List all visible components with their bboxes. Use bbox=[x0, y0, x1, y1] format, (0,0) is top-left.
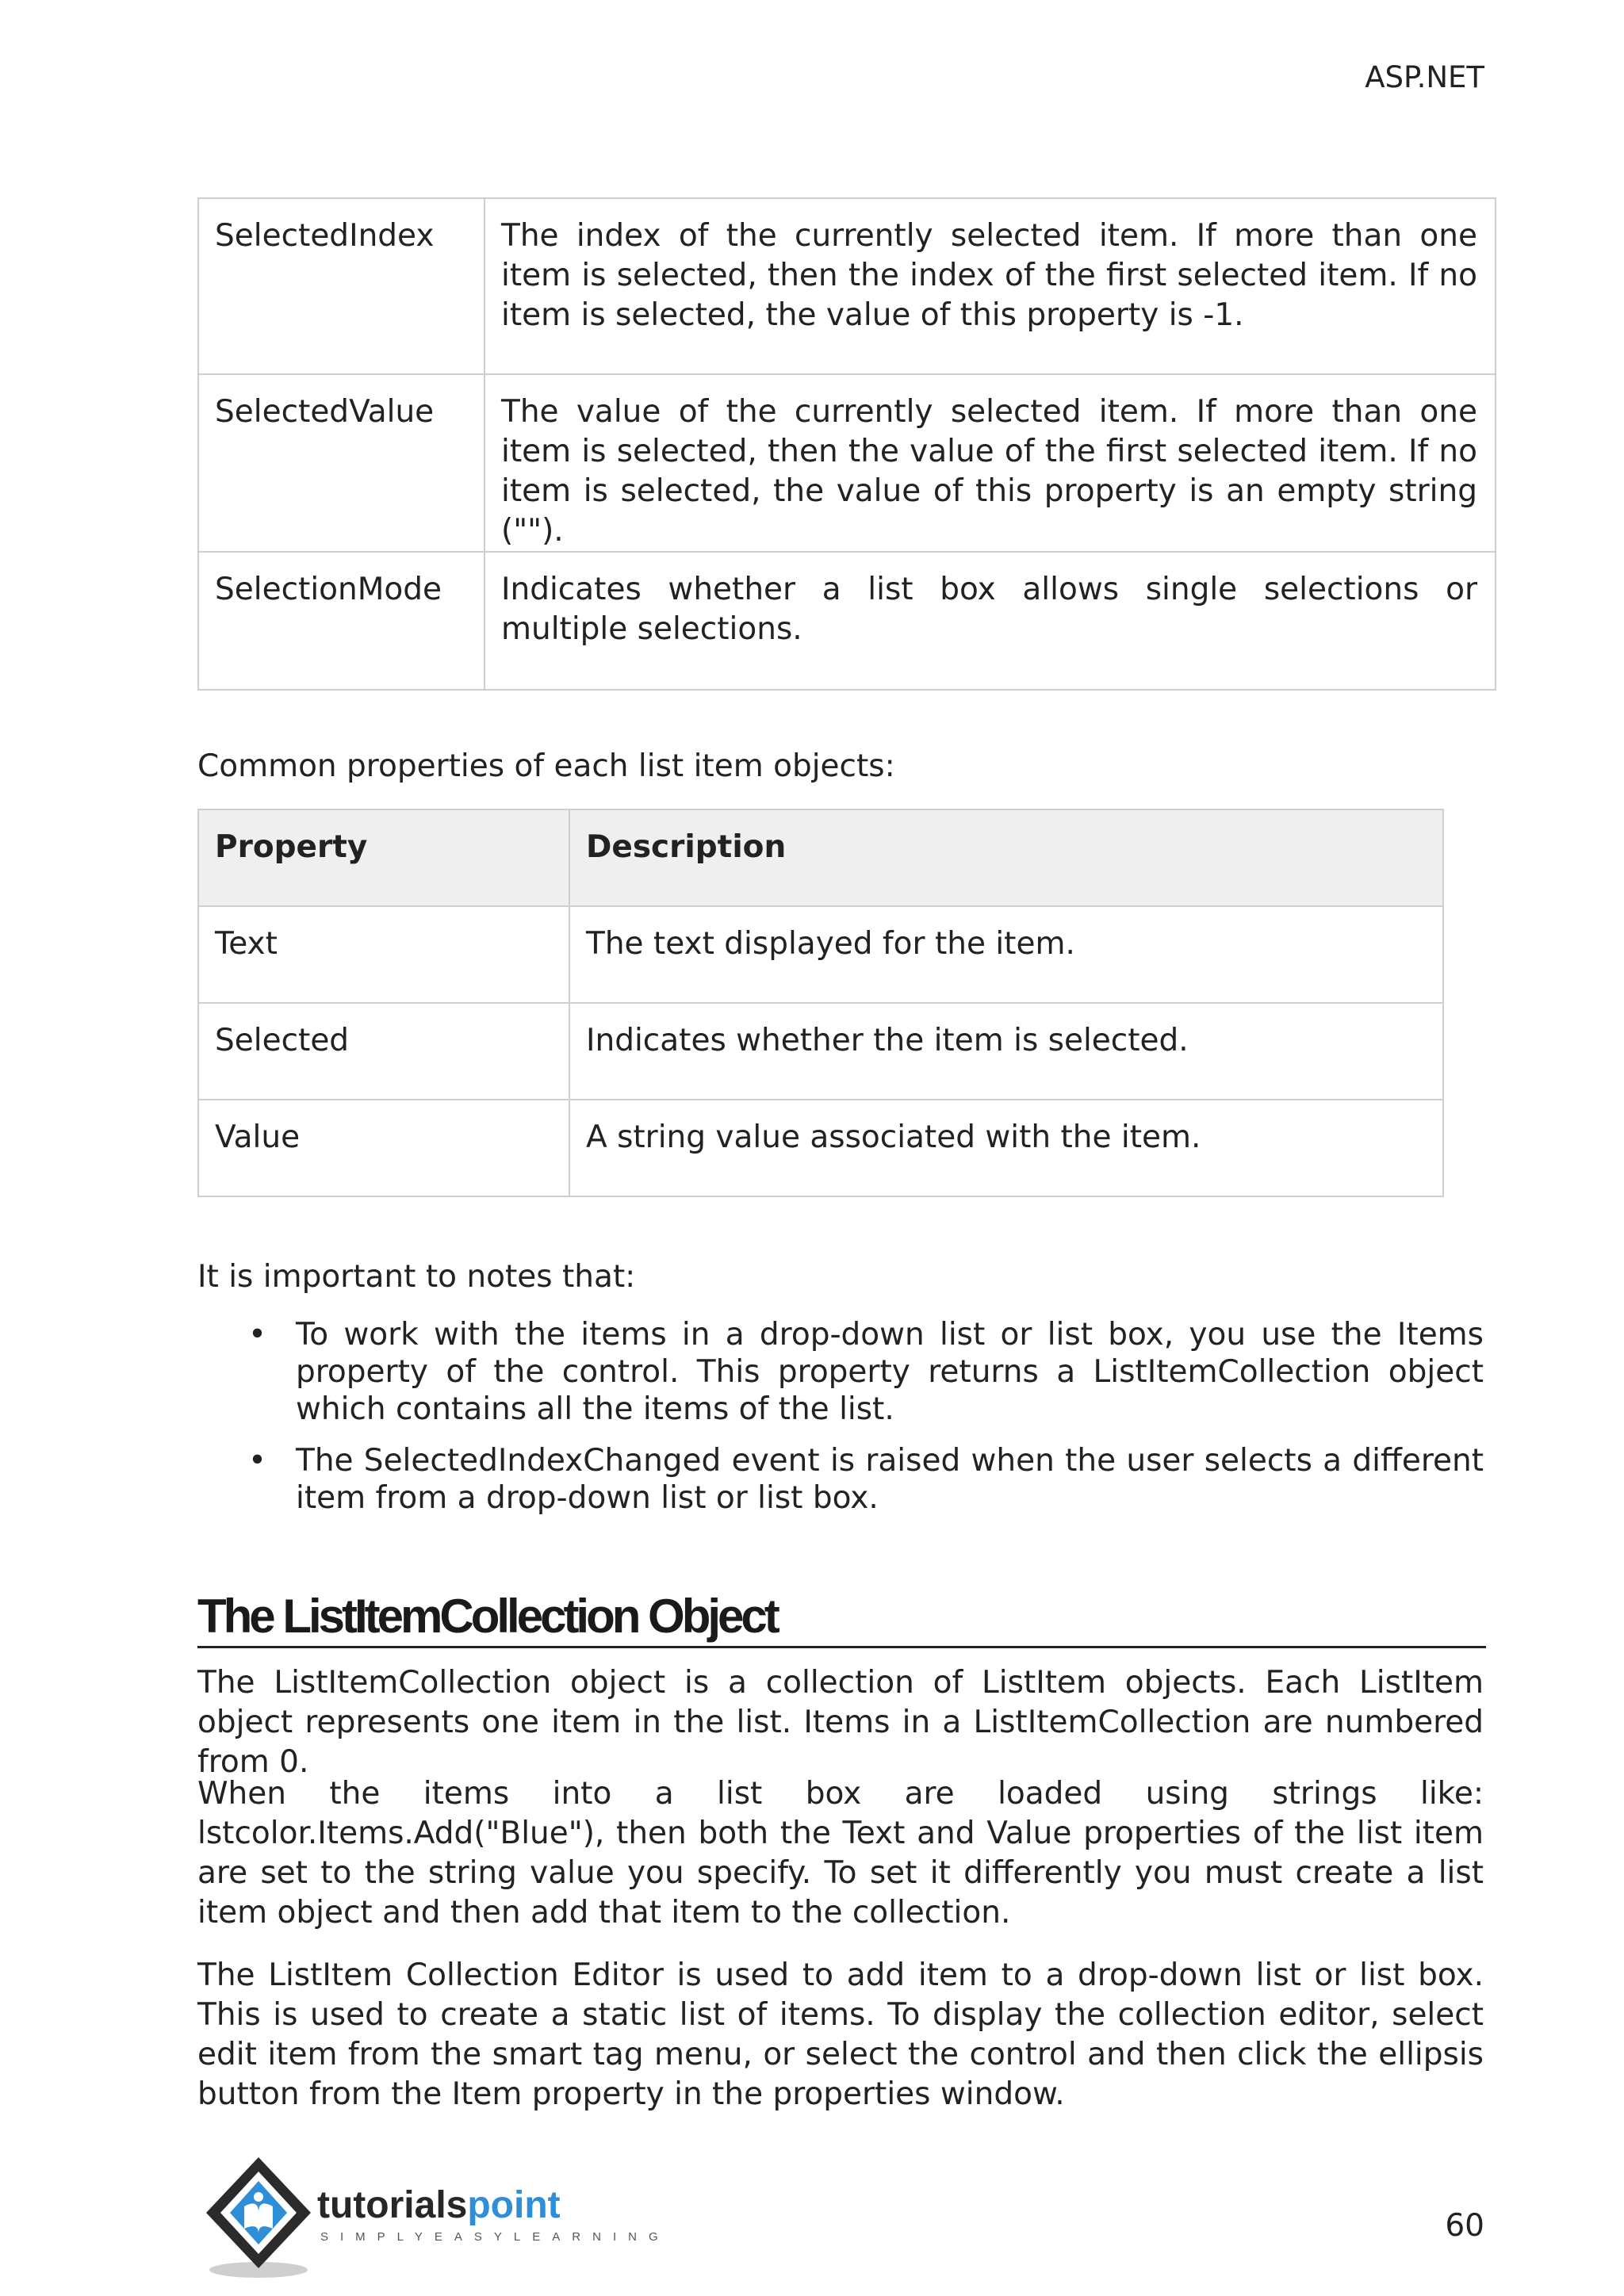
property-description: The text displayed for the item. bbox=[569, 906, 1443, 1003]
table-row bbox=[198, 1003, 1443, 1100]
logo-mark-icon bbox=[200, 2151, 319, 2286]
property-description: A string value associated with the item. bbox=[569, 1100, 1443, 1196]
property-name: SelectionMode bbox=[198, 552, 485, 690]
body-paragraph: When the items into a list box are loaded using strings like: lstcolor.Items.Add("Blue"), then both the Text and Value properties of the list item are set to the string value you specify. To set it differently you must create a list item object and then add that item to the collection. bbox=[197, 1776, 1484, 1931]
property-name: SelectedValue bbox=[198, 374, 485, 552]
bullet-icon: • bbox=[248, 1317, 267, 1353]
column-header-property: Property bbox=[198, 809, 569, 906]
property-name: SelectedIndex bbox=[198, 198, 485, 374]
table-header-row bbox=[198, 809, 1443, 906]
bullet-icon: • bbox=[248, 1443, 267, 1479]
list-item-properties-table bbox=[197, 809, 1444, 1197]
table2-intro: Common properties of each list item objects: bbox=[197, 748, 895, 784]
property-description: Indicates whether the item is selected. bbox=[569, 1003, 1443, 1100]
list-item bbox=[197, 1442, 1484, 1517]
table-row bbox=[198, 198, 1496, 374]
body-paragraph: The ListItem Collection Editor is used to add item to a drop-down list or list box. This is used to create a static list of items. To display the collection editor, select edit item from the smart tag menu, or select the control and then click the ellipsis button from the Item property in the properties window. bbox=[197, 1957, 1484, 2112]
page-number: 60 bbox=[1445, 2208, 1484, 2244]
list-item-text: To work with the items in a drop-down list or list box, you use the Items property of the control. This property returns a ListItemCollection object which contains all the items of the list. bbox=[296, 1317, 1484, 1427]
section-heading: The ListItemCollection Object bbox=[197, 1589, 1486, 1648]
logo-tagline: SIMPLYEASYLEARNING bbox=[320, 2230, 670, 2244]
table-row bbox=[198, 1100, 1443, 1196]
table-row bbox=[198, 374, 1496, 552]
notes-intro: It is important to notes that: bbox=[197, 1259, 636, 1295]
property-description: The value of the currently selected item. If more than one item is selected, then the value of the first selected item. If no item is selected, the value of this property is an empty string (""). bbox=[485, 374, 1496, 552]
table-row bbox=[198, 906, 1443, 1003]
column-header-description: Description bbox=[569, 809, 1443, 906]
table-row bbox=[198, 552, 1496, 690]
notes-list bbox=[197, 1316, 1484, 1531]
property-description: The index of the currently selected item. If more than one item is selected, then the index of the first selected item. If no item is selected, the value of this property is -1. bbox=[485, 198, 1496, 374]
properties-table bbox=[197, 197, 1496, 691]
tutorialspoint-logo bbox=[200, 2151, 670, 2286]
running-header: ASP.NET bbox=[1365, 60, 1484, 94]
property-name: Text bbox=[198, 906, 569, 1003]
list-item bbox=[197, 1316, 1484, 1428]
property-name: Selected bbox=[198, 1003, 569, 1100]
list-item-text: The SelectedIndexChanged event is raised when the user selects a different item from a drop-down list or list box. bbox=[296, 1443, 1484, 1516]
logo-wordmark: tutorialspoint bbox=[317, 2184, 561, 2226]
body-paragraph: The ListItemCollection object is a collection of ListItem objects. Each ListItem object represents one item in the list. Items in a ListItemCollection are numbered from 0. bbox=[197, 1665, 1484, 1780]
property-name: Value bbox=[198, 1100, 569, 1196]
property-description: Indicates whether a list box allows single selections or multiple selections. bbox=[485, 552, 1496, 690]
